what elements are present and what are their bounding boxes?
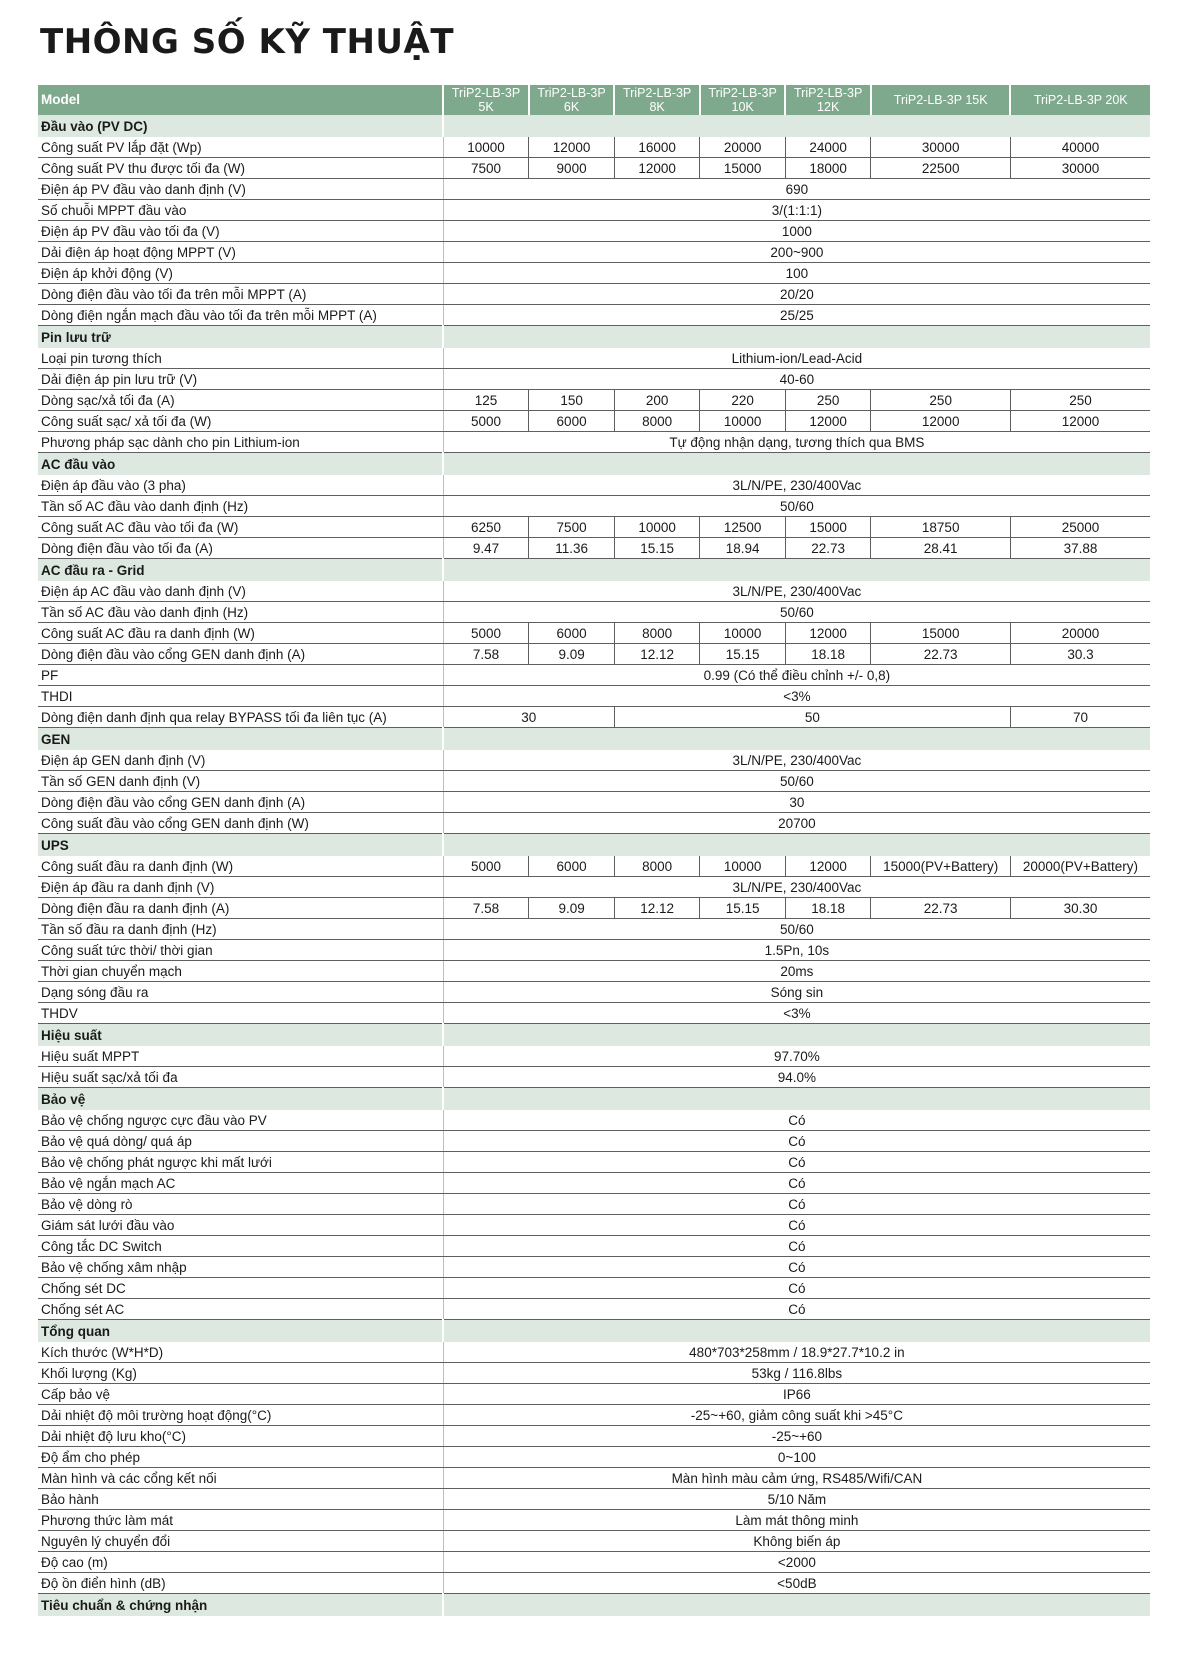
spec-value: 6000	[529, 623, 615, 644]
spec-value: 3L/N/PE, 230/400Vac	[443, 475, 1150, 496]
spec-value: 12000	[785, 623, 871, 644]
spec-row	[38, 898, 1150, 919]
spec-label: Tần số đầu ra danh định (Hz)	[38, 919, 443, 940]
spec-label: Công suất đầu ra danh định (W)	[38, 856, 443, 877]
spec-row	[38, 1447, 1150, 1468]
spec-label: Độ ẩm cho phép	[38, 1447, 443, 1468]
spec-label: Hiệu suất sạc/xả tối đa	[38, 1067, 443, 1088]
spec-value: 6000	[529, 856, 615, 877]
spec-row	[38, 686, 1150, 707]
spec-row	[38, 707, 1150, 728]
spec-value: Tự động nhận dạng, tương thích qua BMS	[443, 432, 1150, 453]
spec-label: Điện áp PV đầu vào danh định (V)	[38, 179, 443, 200]
spec-value: Có	[443, 1236, 1150, 1257]
spec-row	[38, 877, 1150, 898]
spec-value: 12000	[785, 411, 871, 432]
spec-row	[38, 961, 1150, 982]
spec-label: Công tắc DC Switch	[38, 1236, 443, 1257]
spec-row	[38, 1003, 1150, 1024]
spec-value: 22500	[871, 158, 1011, 179]
spec-value: 10000	[700, 623, 786, 644]
spec-value: 20000	[1010, 623, 1150, 644]
spec-label: Chống sét AC	[38, 1299, 443, 1320]
spec-row	[38, 411, 1150, 432]
spec-value: Sóng sin	[443, 982, 1150, 1003]
spec-label: Điện áp PV đầu vào tối đa (V)	[38, 221, 443, 242]
spec-label: Công suất PV lắp đặt (Wp)	[38, 137, 443, 158]
section-spacer	[443, 453, 1150, 476]
section-spacer	[443, 1024, 1150, 1047]
spec-value: 9000	[529, 158, 615, 179]
spec-label: Dòng điện đầu vào cổng GEN danh định (A)	[38, 644, 443, 665]
spec-label: Dạng sóng đầu ra	[38, 982, 443, 1003]
spec-value: <3%	[443, 1003, 1150, 1024]
spec-value: 9.09	[529, 644, 615, 665]
spec-row	[38, 369, 1150, 390]
spec-value: Có	[443, 1152, 1150, 1173]
spec-value: 8000	[614, 411, 700, 432]
section-header-row	[38, 559, 1150, 582]
spec-row	[38, 1173, 1150, 1194]
spec-value: 50	[614, 707, 1010, 728]
spec-value: 7500	[529, 517, 615, 538]
spec-row	[38, 137, 1150, 158]
model-header: Model	[38, 85, 443, 115]
spec-label: Dòng sạc/xả tối đa (A)	[38, 390, 443, 411]
section-title: AC đầu vào	[38, 453, 443, 476]
spec-row	[38, 179, 1150, 200]
spec-value: 10000	[443, 137, 529, 158]
spec-label: Dòng điện đầu vào cổng GEN danh định (A)	[38, 792, 443, 813]
spec-label: PF	[38, 665, 443, 686]
spec-value: 9.09	[529, 898, 615, 919]
spec-value: 24000	[785, 137, 871, 158]
spec-label: Bảo vệ quá dòng/ quá áp	[38, 1131, 443, 1152]
spec-value: Làm mát thông minh	[443, 1510, 1150, 1531]
spec-value: Có	[443, 1278, 1150, 1299]
spec-row	[38, 623, 1150, 644]
spec-label: Điện áp đầu vào (3 pha)	[38, 475, 443, 496]
spec-value: 25/25	[443, 305, 1150, 326]
section-title: AC đầu ra - Grid	[38, 559, 443, 582]
model-column-header: TriP2-LB-3P 10K	[700, 85, 786, 115]
spec-value: 7500	[443, 158, 529, 179]
section-title: UPS	[38, 834, 443, 857]
spec-label: Dòng điện danh định qua relay BYPASS tối đa liên tục (A)	[38, 707, 443, 728]
section-title: Pin lưu trữ	[38, 326, 443, 349]
spec-label: Công suất AC đầu vào tối đa (W)	[38, 517, 443, 538]
spec-row	[38, 475, 1150, 496]
spec-row	[38, 517, 1150, 538]
spec-value: 16000	[614, 137, 700, 158]
spec-row	[38, 158, 1150, 179]
spec-value: 22.73	[871, 898, 1011, 919]
spec-label: Bảo vệ chống ngược cực đầu vào PV	[38, 1110, 443, 1131]
spec-row	[38, 1468, 1150, 1489]
spec-value: 250	[871, 390, 1011, 411]
spec-row	[38, 1531, 1150, 1552]
spec-row	[38, 242, 1150, 263]
spec-row	[38, 813, 1150, 834]
spec-row	[38, 940, 1150, 961]
spec-value: 200~900	[443, 242, 1150, 263]
spec-value: 3/(1:1:1)	[443, 200, 1150, 221]
spec-label: Chống sét DC	[38, 1278, 443, 1299]
spec-label: Công suất đầu vào cổng GEN danh định (W)	[38, 813, 443, 834]
spec-label: Bảo vệ chống xâm nhập	[38, 1257, 443, 1278]
spec-value: 20/20	[443, 284, 1150, 305]
spec-table-body	[38, 115, 1150, 1616]
spec-row	[38, 1257, 1150, 1278]
spec-value: 9.47	[443, 538, 529, 559]
spec-row	[38, 602, 1150, 623]
spec-row	[38, 919, 1150, 940]
spec-value: 18750	[871, 517, 1011, 538]
spec-value: 30000	[871, 137, 1011, 158]
section-title: Đầu vào (PV DC)	[38, 115, 443, 137]
section-header-row	[38, 1320, 1150, 1343]
section-spacer	[443, 115, 1150, 137]
spec-value: 12500	[700, 517, 786, 538]
spec-value: 3L/N/PE, 230/400Vac	[443, 581, 1150, 602]
spec-label: Công suất AC đầu ra danh định (W)	[38, 623, 443, 644]
spec-value: 12000	[1010, 411, 1150, 432]
spec-value: 5000	[443, 856, 529, 877]
spec-row	[38, 1236, 1150, 1257]
spec-label: Dòng điện đầu vào tối đa (A)	[38, 538, 443, 559]
spec-value: 12000	[529, 137, 615, 158]
spec-value: 50/60	[443, 919, 1150, 940]
spec-value: 250	[1010, 390, 1150, 411]
spec-row	[38, 1046, 1150, 1067]
spec-label: Điện áp khởi động (V)	[38, 263, 443, 284]
spec-value: 15000	[871, 623, 1011, 644]
spec-label: Màn hình và các cổng kết nối	[38, 1468, 443, 1489]
spec-label: Phương thức làm mát	[38, 1510, 443, 1531]
spec-value: 18.18	[785, 644, 871, 665]
section-spacer	[443, 834, 1150, 857]
spec-label: Loại pin tương thích	[38, 348, 443, 369]
spec-label: Tần số GEN danh định (V)	[38, 771, 443, 792]
spec-value: 10000	[700, 411, 786, 432]
spec-value: 150	[529, 390, 615, 411]
spec-row	[38, 305, 1150, 326]
section-header-row	[38, 728, 1150, 751]
spec-value: 250	[785, 390, 871, 411]
section-spacer	[443, 728, 1150, 751]
spec-value: 12.12	[614, 898, 700, 919]
spec-value: 15000	[785, 517, 871, 538]
spec-value: 30.30	[1010, 898, 1150, 919]
spec-label: Điện áp GEN danh định (V)	[38, 750, 443, 771]
spec-label: Dòng điện ngắn mạch đầu vào tối đa trên mỗi MPPT (A)	[38, 305, 443, 326]
model-column-header: TriP2-LB-3P 8K	[614, 85, 700, 115]
spec-value: 8000	[614, 856, 700, 877]
model-column-header: TriP2-LB-3P 12K	[785, 85, 871, 115]
spec-value: 53kg / 116.8lbs	[443, 1363, 1150, 1384]
spec-value: 5000	[443, 411, 529, 432]
spec-table	[38, 85, 1150, 1616]
spec-value: 6250	[443, 517, 529, 538]
spec-value: Có	[443, 1299, 1150, 1320]
spec-value: IP66	[443, 1384, 1150, 1405]
spec-row	[38, 1131, 1150, 1152]
spec-value: 30.3	[1010, 644, 1150, 665]
spec-value: 12000	[785, 856, 871, 877]
spec-value: 15.15	[700, 898, 786, 919]
spec-row	[38, 856, 1150, 877]
section-title: Tổng quan	[38, 1320, 443, 1343]
spec-label: Dải điện áp hoạt động MPPT (V)	[38, 242, 443, 263]
spec-value: 6000	[529, 411, 615, 432]
spec-row	[38, 750, 1150, 771]
spec-value: 20000	[700, 137, 786, 158]
spec-label: Độ ồn điển hình (dB)	[38, 1573, 443, 1594]
spec-value: 5000	[443, 623, 529, 644]
spec-value: 22.73	[785, 538, 871, 559]
spec-value: 15000(PV+Battery)	[871, 856, 1011, 877]
spec-value: 200	[614, 390, 700, 411]
spec-value: 25000	[1010, 517, 1150, 538]
spec-value: 28.41	[871, 538, 1011, 559]
header-row	[38, 85, 1150, 115]
spec-value: Màn hình màu cảm ứng, RS485/Wifi/CAN	[443, 1468, 1150, 1489]
spec-label: Bảo vệ dòng rò	[38, 1194, 443, 1215]
spec-label: Công suất sạc/ xả tối đa (W)	[38, 411, 443, 432]
spec-value: 12000	[614, 158, 700, 179]
spec-value: <2000	[443, 1552, 1150, 1573]
spec-value: 1.5Pn, 10s	[443, 940, 1150, 961]
spec-row	[38, 538, 1150, 559]
spec-value: 30000	[1010, 158, 1150, 179]
spec-value: 30	[443, 792, 1150, 813]
section-header-row	[38, 1088, 1150, 1111]
spec-row	[38, 200, 1150, 221]
spec-label: Giám sát lưới đầu vào	[38, 1215, 443, 1236]
spec-row	[38, 263, 1150, 284]
model-column-header: TriP2-LB-3P 15K	[871, 85, 1011, 115]
spec-label: Điện áp AC đầu vào danh định (V)	[38, 581, 443, 602]
spec-value: 0.99 (Có thể điều chỉnh +/- 0,8)	[443, 665, 1150, 686]
section-header-row	[38, 115, 1150, 137]
spec-value: 100	[443, 263, 1150, 284]
spec-value: 50/60	[443, 771, 1150, 792]
spec-label: Bảo vệ ngắn mạch AC	[38, 1173, 443, 1194]
spec-value: 50/60	[443, 602, 1150, 623]
spec-value: Có	[443, 1215, 1150, 1236]
spec-row	[38, 221, 1150, 242]
spec-row	[38, 644, 1150, 665]
spec-label: Dải điện áp pin lưu trữ (V)	[38, 369, 443, 390]
spec-row	[38, 1215, 1150, 1236]
spec-row	[38, 792, 1150, 813]
spec-value: 20ms	[443, 961, 1150, 982]
spec-value: 50/60	[443, 496, 1150, 517]
spec-row	[38, 1067, 1150, 1088]
section-header-row	[38, 834, 1150, 857]
spec-label: Bảo hành	[38, 1489, 443, 1510]
spec-row	[38, 284, 1150, 305]
spec-row	[38, 1573, 1150, 1594]
spec-label: Bảo vệ chống phát ngược khi mất lưới	[38, 1152, 443, 1173]
spec-label: Công suất tức thời/ thời gian	[38, 940, 443, 961]
page-title: THÔNG SỐ KỸ THUẬT	[40, 22, 455, 62]
spec-label: Tần số AC đầu vào danh định (Hz)	[38, 602, 443, 623]
spec-value: 40-60	[443, 369, 1150, 390]
spec-label: Dải nhiệt độ lưu kho(°C)	[38, 1426, 443, 1447]
spec-label: Độ cao (m)	[38, 1552, 443, 1573]
spec-label: Thời gian chuyển mạch	[38, 961, 443, 982]
spec-value: 15.15	[700, 644, 786, 665]
spec-value: Không biến áp	[443, 1531, 1150, 1552]
section-spacer	[443, 1594, 1150, 1617]
spec-label: Dòng điện đầu ra danh định (A)	[38, 898, 443, 919]
section-title: GEN	[38, 728, 443, 751]
spec-label: Hiệu suất MPPT	[38, 1046, 443, 1067]
spec-label: Điện áp đầu ra danh định (V)	[38, 877, 443, 898]
spec-value: 40000	[1010, 137, 1150, 158]
spec-value: 480*703*258mm / 18.9*27.7*10.2 in	[443, 1342, 1150, 1363]
section-header-row	[38, 453, 1150, 476]
spec-row	[38, 496, 1150, 517]
section-spacer	[443, 1088, 1150, 1111]
spec-value: 0~100	[443, 1447, 1150, 1468]
section-title: Tiêu chuẩn & chứng nhận	[38, 1594, 443, 1617]
spec-label: Cấp bảo vệ	[38, 1384, 443, 1405]
section-header-row	[38, 1594, 1150, 1617]
model-column-header: TriP2-LB-3P 6K	[529, 85, 615, 115]
spec-value: -25~+60	[443, 1426, 1150, 1447]
spec-row	[38, 1110, 1150, 1131]
spec-value: 8000	[614, 623, 700, 644]
spec-value: 20000(PV+Battery)	[1010, 856, 1150, 877]
spec-row	[38, 1426, 1150, 1447]
spec-value: 11.36	[529, 538, 615, 559]
spec-label: Nguyên lý chuyển đổi	[38, 1531, 443, 1552]
section-header-row	[38, 326, 1150, 349]
spec-row	[38, 432, 1150, 453]
spec-value: 125	[443, 390, 529, 411]
spec-value: Có	[443, 1110, 1150, 1131]
spec-row	[38, 1278, 1150, 1299]
spec-label: Dải nhiệt độ môi trường hoạt động(°C)	[38, 1405, 443, 1426]
spec-value: 70	[1010, 707, 1150, 728]
spec-value: Lithium-ion/Lead-Acid	[443, 348, 1150, 369]
spec-row	[38, 1384, 1150, 1405]
spec-row	[38, 1342, 1150, 1363]
spec-value: 12000	[871, 411, 1011, 432]
spec-value: Có	[443, 1131, 1150, 1152]
spec-row	[38, 1552, 1150, 1573]
spec-value: 10000	[700, 856, 786, 877]
section-spacer	[443, 559, 1150, 582]
spec-value: 10000	[614, 517, 700, 538]
spec-value: 3L/N/PE, 230/400Vac	[443, 877, 1150, 898]
spec-row	[38, 1489, 1150, 1510]
spec-value: 7.58	[443, 898, 529, 919]
spec-row	[38, 982, 1150, 1003]
spec-label: THDI	[38, 686, 443, 707]
spec-value: 690	[443, 179, 1150, 200]
spec-value: 15.15	[614, 538, 700, 559]
spec-value: -25~+60, giảm công suất khi >45°C	[443, 1405, 1150, 1426]
spec-value: 3L/N/PE, 230/400Vac	[443, 750, 1150, 771]
spec-value: 18000	[785, 158, 871, 179]
model-column-header: TriP2-LB-3P 20K	[1010, 85, 1150, 115]
spec-label: Công suất PV thu được tối đa (W)	[38, 158, 443, 179]
spec-value: 20700	[443, 813, 1150, 834]
section-spacer	[443, 326, 1150, 349]
model-column-header: TriP2-LB-3P 5K	[443, 85, 529, 115]
spec-value: Có	[443, 1173, 1150, 1194]
spec-value: 37.88	[1010, 538, 1150, 559]
spec-label: Kích thước (W*H*D)	[38, 1342, 443, 1363]
spec-label: THDV	[38, 1003, 443, 1024]
spec-row	[38, 771, 1150, 792]
spec-value: Có	[443, 1257, 1150, 1278]
spec-value: Có	[443, 1194, 1150, 1215]
spec-row	[38, 1299, 1150, 1320]
spec-value: 15000	[700, 158, 786, 179]
spec-value: 97.70%	[443, 1046, 1150, 1067]
spec-value: 94.0%	[443, 1067, 1150, 1088]
spec-row	[38, 1405, 1150, 1426]
spec-value: 12.12	[614, 644, 700, 665]
section-header-row	[38, 1024, 1150, 1047]
section-spacer	[443, 1320, 1150, 1343]
spec-row	[38, 1194, 1150, 1215]
spec-row	[38, 390, 1150, 411]
spec-value: <50dB	[443, 1573, 1150, 1594]
spec-value: <3%	[443, 686, 1150, 707]
spec-row	[38, 581, 1150, 602]
spec-value: 18.18	[785, 898, 871, 919]
spec-value: 22.73	[871, 644, 1011, 665]
spec-row	[38, 1363, 1150, 1384]
spec-row	[38, 665, 1150, 686]
spec-value: 1000	[443, 221, 1150, 242]
spec-label: Số chuỗi MPPT đầu vào	[38, 200, 443, 221]
spec-value: 30	[443, 707, 614, 728]
section-title: Bảo vệ	[38, 1088, 443, 1111]
spec-label: Khối lượng (Kg)	[38, 1363, 443, 1384]
spec-value: 18.94	[700, 538, 786, 559]
spec-label: Tần số AC đầu vào danh định (Hz)	[38, 496, 443, 517]
spec-label: Dòng điện đầu vào tối đa trên mỗi MPPT (A)	[38, 284, 443, 305]
spec-label: Phương pháp sạc dành cho pin Lithium-ion	[38, 432, 443, 453]
spec-row	[38, 348, 1150, 369]
spec-value: 7.58	[443, 644, 529, 665]
section-title: Hiệu suất	[38, 1024, 443, 1047]
spec-value: 5/10 Năm	[443, 1489, 1150, 1510]
spec-row	[38, 1510, 1150, 1531]
spec-value: 220	[700, 390, 786, 411]
spec-row	[38, 1152, 1150, 1173]
